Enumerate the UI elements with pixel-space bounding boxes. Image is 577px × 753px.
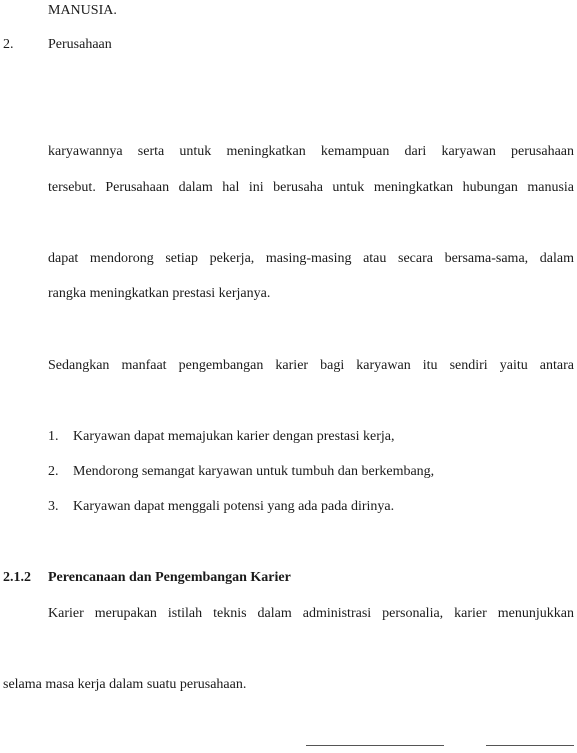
benefit-number: 2. (48, 464, 59, 479)
paragraph-line: rangka meningkatkan prestasi kerjanya. (48, 286, 271, 301)
paragraph-line: Sedangkan manfaat pengembangan karier bagi karyawan itu sendiri yaitu antara (48, 358, 574, 373)
paragraph-line: tersebut. Perusahaan dalam hal ini berusaha untuk meningkatkan hubungan manusia (48, 180, 574, 195)
paragraph-line: dapat mendorong setiap pekerja, masing-masing atau secara bersama-sama, dalam (48, 251, 574, 266)
footer-rule (306, 745, 444, 746)
section-title: Perencanaan dan Pengembangan Karier (48, 570, 291, 585)
paragraph-line: karyawannya serta untuk meningkatkan kemampuan dari karyawan perusahaan (48, 144, 574, 159)
benefit-number: 1. (48, 429, 59, 444)
section-number: 2.1.2 (3, 570, 31, 585)
benefit-number: 3. (48, 499, 59, 514)
paragraph-line: selama masa kerja dalam suatu perusahaan. (3, 677, 247, 692)
benefit-text: Karyawan dapat memajukan karier dengan prestasi kerja, (73, 429, 395, 444)
continued-heading: MANUSIA. (48, 3, 117, 18)
paragraph-line: Karier merupakan istilah teknis dalam administrasi personalia, karier menunjukkan (48, 606, 574, 621)
list-item-label: Perusahaan (48, 37, 112, 52)
footer-rule (486, 745, 574, 746)
benefit-text: Karyawan dapat menggali potensi yang ada pada dirinya. (73, 499, 395, 514)
list-item-number: 2. (3, 37, 14, 52)
benefit-text: Mendorong semangat karyawan untuk tumbuh dan berkembang, (73, 464, 435, 479)
